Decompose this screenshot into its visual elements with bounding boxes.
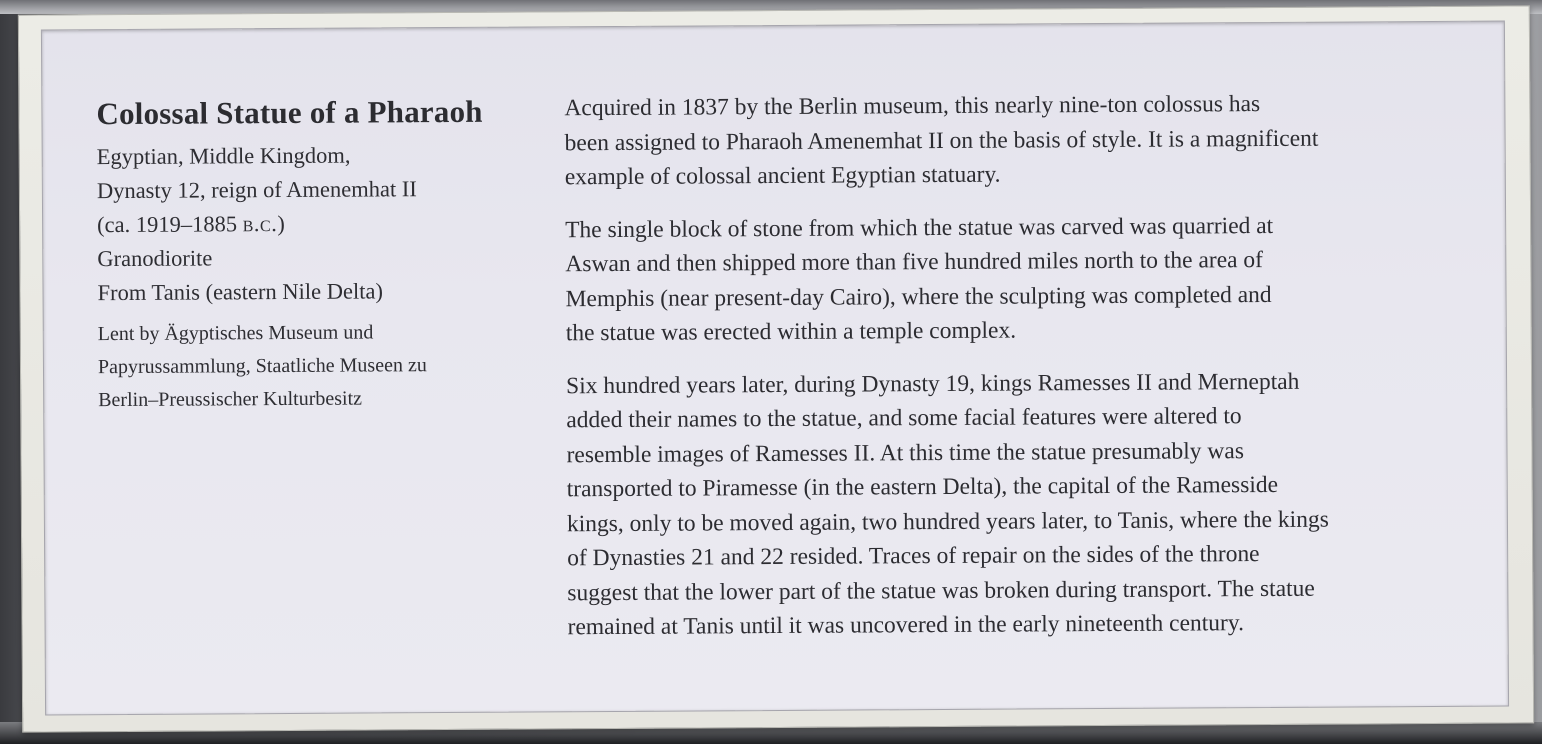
paragraph-line: Aswan and then shipped more than five hundred miles north to the area of [565, 247, 1264, 278]
paragraph-line: of Dynasties 21 and 22 resided. Traces of repair on the sides of the throne [567, 541, 1260, 572]
paragraph-line: resemble images of Ramesses II. At this time the statue presumably was [566, 437, 1245, 468]
paragraph-line: Acquired in 1837 by the Berlin museum, this nearly nine-ton colossus has [564, 91, 1261, 122]
paragraph-line: the statue was erected within a temple complex. [565, 317, 1017, 347]
paragraph-line: added their names to the statue, and some facial features were altered to [566, 403, 1242, 434]
description-paragraph-1 [564, 86, 1475, 195]
paragraph-line: suggest that the lower part of the statue was broken during transport. The statue [567, 575, 1315, 606]
paragraph-line: Memphis (near present-day Cairo), where the sculpting was completed and [565, 281, 1272, 312]
paragraph-line: remained at Tanis until it was uncovered in the early nineteenth century. [567, 610, 1244, 641]
paragraph-line: transported to Piramesse (in the eastern Delta), the capital of the Ramesside [566, 471, 1279, 503]
credit-line: Lent by Ägyptisches Museum und [97, 321, 374, 346]
paragraph-line: Six hundred years later, during Dynasty 19, kings Ramesses II and Merneptah [566, 368, 1300, 399]
object-dynasty: Dynasty 12, reign of Amenemhat II [96, 176, 417, 204]
object-provenance: From Tanis (eastern Nile Delta) [97, 278, 384, 306]
paragraph-line: kings, only to be moved again, two hundred years later, to Tanis, where the kings [566, 506, 1329, 537]
object-material: Granodiorite [97, 245, 213, 272]
paragraph-line: example of colossal ancient Egyptian statuary. [564, 161, 1001, 191]
paragraph-line: been assigned to Pharaoh Amenemhat II on the basis of style. It is a magnificent [564, 125, 1319, 156]
credit-line: Papyrussammlung, Staatliche Museen zu [97, 354, 427, 379]
object-date [97, 205, 537, 242]
object-culture: Egyptian, Middle Kingdom, [96, 142, 351, 170]
description-paragraph-3 [566, 363, 1478, 645]
object-date-range: (ca. 1919–1885 [97, 211, 243, 238]
description-column [564, 86, 1477, 663]
credit-line: Berlin–Preussischer Kulturbesitz [98, 387, 363, 412]
label-frame [18, 5, 1534, 732]
paragraph-line: The single block of stone from which the statue was carved was quarried at [565, 212, 1274, 243]
museum-label-panel [41, 21, 1509, 716]
object-date-era: b.c.) [242, 210, 286, 237]
credit-line-block [98, 315, 539, 417]
description-paragraph-2 [565, 207, 1476, 351]
object-title: Colossal Statue of a Pharaoh [96, 93, 483, 132]
object-info-column [96, 93, 538, 417]
